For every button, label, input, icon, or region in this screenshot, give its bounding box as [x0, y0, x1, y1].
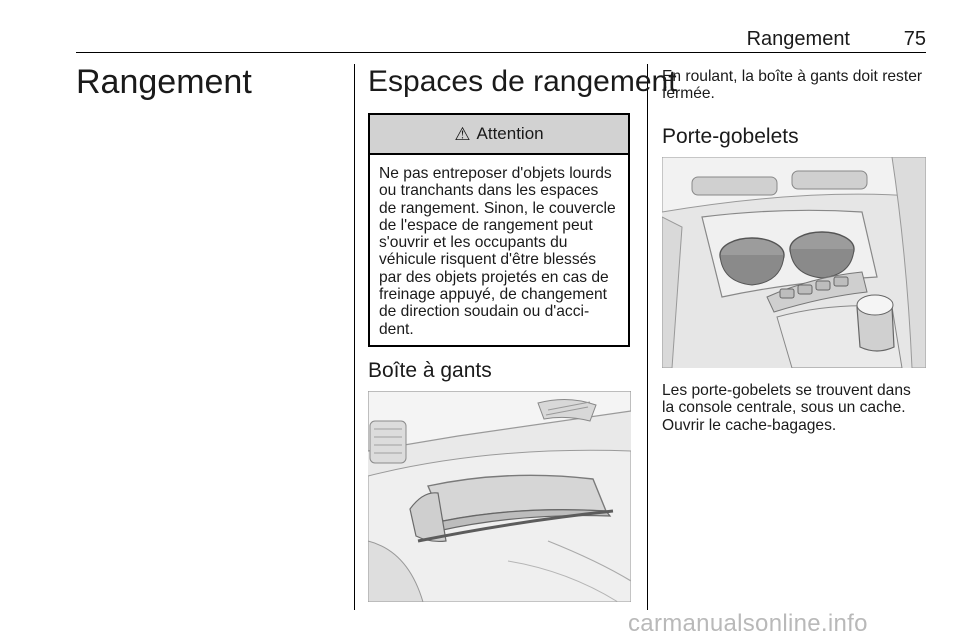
warning-line: Ne pas entreposer d'objets lourds: [379, 165, 612, 182]
cupholder-line: Ouvrir le cache-bagages.: [662, 416, 837, 434]
intro-line: En roulant, la boîte à gants doit rester: [662, 68, 923, 85]
column-divider-right: [647, 64, 648, 610]
page-number: 75: [903, 28, 926, 50]
glovebox-drawing: [368, 391, 631, 602]
cupholder-drawing: [662, 157, 926, 368]
warning-line: de l'espace de rangement peut: [379, 216, 593, 234]
warning-text: [370, 155, 628, 338]
heading-cupholders: Porte-gobelets: [662, 125, 799, 148]
section-title-storage: Espaces de rangement: [368, 65, 677, 98]
warning-header: [370, 115, 628, 155]
cupholder-line: la console centrale, sous un cache.: [662, 399, 906, 417]
header-rule: [76, 52, 926, 53]
warning-line: par des objets projetés en cas de: [379, 268, 609, 286]
column-divider-left: [354, 64, 355, 610]
warning-line: de rangement. Sinon, le couvercle: [379, 199, 616, 217]
glovebox-illustration: [368, 391, 631, 602]
cupholder-text: [662, 382, 911, 434]
cupholder-illustration: [662, 157, 926, 368]
heading-glovebox: Boîte à gants: [368, 359, 492, 382]
warning-line: s'ouvrir et les occupants du: [379, 234, 568, 252]
cupholder-line: Les porte-gobelets se trouvent dans: [662, 382, 911, 399]
warning-line: de direction soudain ou d'acci-: [379, 303, 590, 321]
intro-line: fermée.: [662, 85, 715, 103]
chapter-title: Rangement: [76, 63, 252, 101]
warning-line: véhicule risquent d'être blessés: [379, 251, 597, 269]
warning-line: dent.: [379, 320, 414, 338]
watermark-text: carmanualsonline.info: [628, 610, 868, 637]
warning-line: ou tranchants dans les espaces: [379, 182, 599, 200]
warning-label: Attention: [476, 124, 544, 143]
warning-line: freinage appuyé, de changement: [379, 286, 608, 304]
glovebox-intro-text: [662, 68, 922, 103]
warning-box: [368, 113, 630, 347]
running-header-section: Rangement: [746, 28, 850, 50]
warning-triangle-icon: ⚠: [454, 123, 471, 144]
